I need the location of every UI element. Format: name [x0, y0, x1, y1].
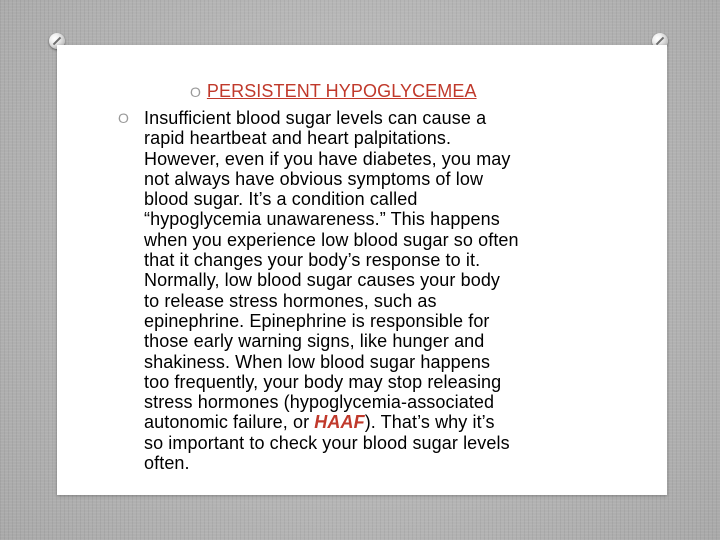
body-line: too frequently, your body may stop releasing: [144, 371, 502, 392]
title-text: PERSISTENT HYPOGLYCEMEA: [206, 81, 477, 101]
body-line: rapid heartbeat and heart palpitations.: [144, 128, 452, 149]
bullet-icon: O: [118, 110, 129, 126]
line-prefix: autonomic failure, or: [144, 412, 315, 433]
body-line: when you experience low blood sugar so often: [144, 229, 519, 250]
body-line: to release stress hormones, such as: [144, 290, 437, 311]
bullet-icon: O: [190, 84, 201, 100]
body-line: However, even if you have diabetes, you may: [144, 148, 511, 169]
body-line: shakiness. When low blood sugar happens: [144, 351, 491, 372]
body-line: those early warning signs, like hunger and: [144, 331, 485, 352]
haaf-acronym: HAAF: [314, 412, 365, 433]
body-line: often.: [144, 453, 190, 474]
line-suffix: ). That’s why it’s: [364, 412, 495, 433]
body-paragraph: [144, 108, 614, 473]
body-line: not always have obvious symptoms of low: [144, 168, 484, 189]
body-line: so important to check your blood sugar levels: [144, 432, 510, 453]
body-line: “hypoglycemia unawareness.” This happens: [144, 209, 500, 230]
body-line-haaf: [144, 412, 614, 432]
body-line: Insufficient blood sugar levels can cause a: [144, 108, 487, 128]
body-line: stress hormones (hypoglycemia-associated: [144, 392, 495, 413]
body-line: that it changes your body’s response to it.: [144, 250, 481, 271]
body-line: epinephrine. Epinephrine is responsible for: [144, 310, 490, 331]
slide-title: [190, 81, 477, 103]
body-line: Normally, low blood sugar causes your body: [144, 270, 501, 291]
body-line: blood sugar. It’s a condition called: [144, 189, 418, 210]
